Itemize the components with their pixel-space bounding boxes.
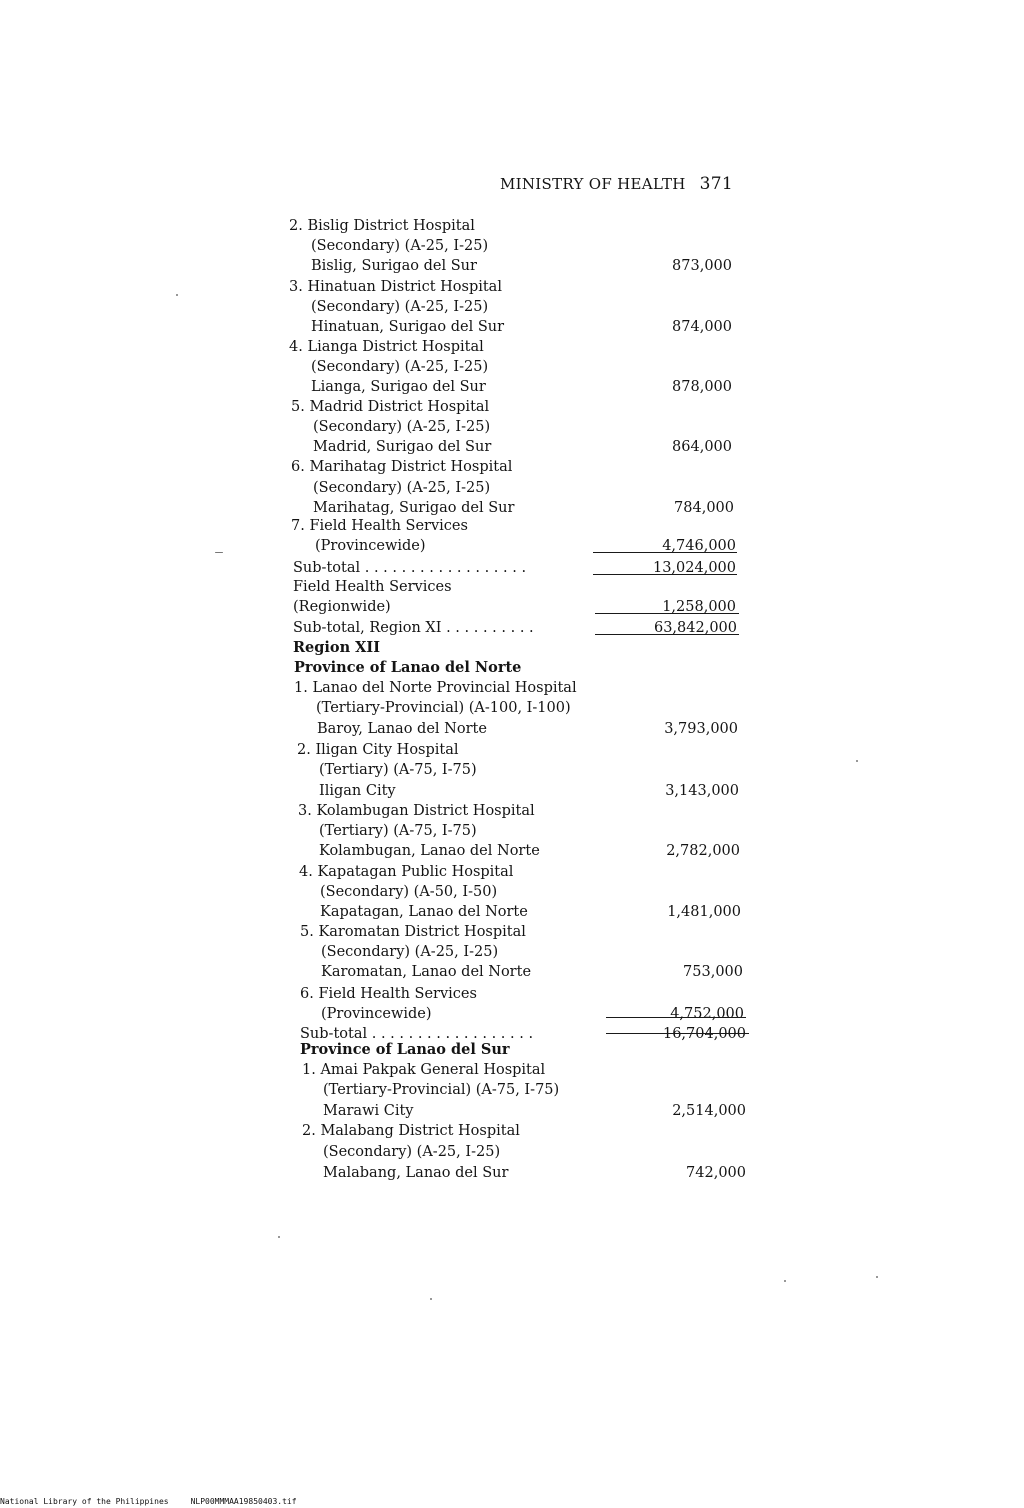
scan-speck bbox=[784, 1280, 786, 1282]
total-rule bbox=[595, 613, 739, 614]
entry-amount: 753,000 bbox=[683, 964, 743, 980]
entry-amount: 873,000 bbox=[672, 258, 732, 274]
subtotal-amount: 13,024,000 bbox=[652, 560, 736, 576]
entry-line: Hinatuan, Surigao del Sur bbox=[311, 319, 505, 335]
scan-speck bbox=[278, 1236, 280, 1238]
scan-footer bbox=[0, 1497, 297, 1506]
entry-amount: 864,000 bbox=[672, 439, 732, 455]
entry-line: Field Health Services bbox=[293, 579, 452, 595]
entry-amount: 784,000 bbox=[674, 500, 734, 516]
entry-amount: 878,000 bbox=[672, 379, 732, 395]
entry-line: (Regionwide) bbox=[293, 599, 391, 615]
entry-title: 3. Hinatuan District Hospital bbox=[289, 279, 502, 295]
entry-line: (Secondary) (A-25, I-25) bbox=[311, 359, 489, 375]
entry-amount: 742,000 bbox=[686, 1165, 746, 1181]
entry-line: Province of Lanao del Sur bbox=[300, 1041, 510, 1058]
entry-title: 3. Kolambugan District Hospital bbox=[298, 803, 535, 819]
entry-line: (Tertiary) (A-75, I-75) bbox=[319, 762, 477, 778]
entry-line: Region XII bbox=[293, 639, 380, 656]
scan-speck bbox=[856, 760, 858, 762]
entry-line: Bislig, Surigao del Sur bbox=[311, 258, 477, 274]
entry-line: (Tertiary-Provincial) (A-75, I-75) bbox=[323, 1082, 560, 1098]
entry-amount: 874,000 bbox=[672, 319, 732, 335]
entry-title: 1. Lanao del Norte Provincial Hospital bbox=[294, 680, 577, 696]
entry-line: (Secondary) (A-25, I-25) bbox=[313, 419, 491, 435]
running-title: MINISTRY OF HEALTH bbox=[499, 175, 686, 193]
entry-title: 7. Field Health Services bbox=[291, 518, 468, 534]
subtotal-amount: 63,842,000 bbox=[653, 620, 737, 636]
scan-speck bbox=[430, 1298, 432, 1300]
entry-line: (Provincewide) bbox=[321, 1006, 432, 1022]
entry-line: Marihatag, Surigao del Sur bbox=[313, 500, 515, 516]
scan-speck bbox=[876, 1276, 878, 1278]
entry-line: Kapatagan, Lanao del Norte bbox=[320, 904, 528, 920]
entry-line: Province of Lanao del Norte bbox=[294, 659, 522, 676]
file-identifier: NLP00MMMAA19850403.tif bbox=[190, 1497, 297, 1506]
entry-title: 6. Marihatag District Hospital bbox=[291, 459, 513, 475]
subtotal-label: Sub-total . . . . . . . . . . . . . . . . . . bbox=[300, 1026, 534, 1042]
subtotal-amount: 16,704,000 bbox=[662, 1026, 746, 1042]
entry-amount: 2,514,000 bbox=[672, 1103, 746, 1119]
subtotal-label: Sub-total . . . . . . . . . . . . . . . . . . bbox=[293, 560, 527, 576]
entry-line: (Secondary) (A-25, I-25) bbox=[313, 480, 491, 496]
entry-title: 6. Field Health Services bbox=[300, 986, 477, 1002]
entry-line: Malabang, Lanao del Sur bbox=[323, 1165, 509, 1181]
entry-amount: 4,746,000 bbox=[662, 538, 736, 554]
entry-line: Lianga, Surigao del Sur bbox=[311, 379, 486, 395]
total-rule bbox=[606, 1033, 749, 1034]
entry-amount: 2,782,000 bbox=[666, 843, 740, 859]
entry-line: (Provincewide) bbox=[315, 538, 426, 554]
total-rule bbox=[606, 1017, 746, 1018]
entry-amount: 4,752,000 bbox=[670, 1006, 744, 1022]
entry-title: 4. Lianga District Hospital bbox=[289, 339, 484, 355]
library-credit: National Library of the Philippines bbox=[0, 1497, 169, 1506]
entry-title: 2. Iligan City Hospital bbox=[297, 742, 459, 758]
entry-title: 5. Karomatan District Hospital bbox=[300, 924, 526, 940]
entry-line: Iligan City bbox=[319, 783, 396, 799]
entry-line: Kolambugan, Lanao del Norte bbox=[319, 843, 540, 859]
entry-line: Marawi City bbox=[323, 1103, 414, 1119]
entry-amount: 3,143,000 bbox=[665, 783, 739, 799]
entry-title: 1. Amai Pakpak General Hospital bbox=[302, 1062, 546, 1078]
entry-line: (Secondary) (A-25, I-25) bbox=[311, 238, 489, 254]
entry-amount: 1,258,000 bbox=[662, 599, 736, 615]
entry-line: Karomatan, Lanao del Norte bbox=[321, 964, 532, 980]
entry-line: (Tertiary) (A-75, I-75) bbox=[319, 823, 477, 839]
subtotal-label: Sub-total, Region XI . . . . . . . . . . bbox=[293, 620, 534, 636]
total-rule bbox=[593, 552, 737, 553]
entry-title: 4. Kapatagan Public Hospital bbox=[299, 864, 514, 880]
entry-amount: 3,793,000 bbox=[664, 721, 738, 737]
entry-amount: 1,481,000 bbox=[667, 904, 741, 920]
total-rule bbox=[595, 634, 739, 635]
entry-line: (Tertiary-Provincial) (A-100, I-100) bbox=[316, 700, 571, 716]
scan-speck bbox=[215, 552, 223, 553]
entry-line: (Secondary) (A-25, I-25) bbox=[311, 299, 489, 315]
entry-line: (Secondary) (A-25, I-25) bbox=[323, 1144, 501, 1160]
entry-line: Baroy, Lanao del Norte bbox=[317, 721, 487, 737]
scan-speck bbox=[176, 294, 178, 296]
entry-title: 2. Malabang District Hospital bbox=[302, 1123, 520, 1139]
page-number: 371 bbox=[699, 174, 733, 194]
entry-line: Madrid, Surigao del Sur bbox=[313, 439, 492, 455]
entry-line: (Secondary) (A-25, I-25) bbox=[321, 944, 499, 960]
total-rule bbox=[593, 574, 737, 575]
entry-title: 5. Madrid District Hospital bbox=[291, 399, 490, 415]
entry-title: 2. Bislig District Hospital bbox=[289, 218, 475, 234]
entry-line: (Secondary) (A-50, I-50) bbox=[320, 884, 498, 900]
